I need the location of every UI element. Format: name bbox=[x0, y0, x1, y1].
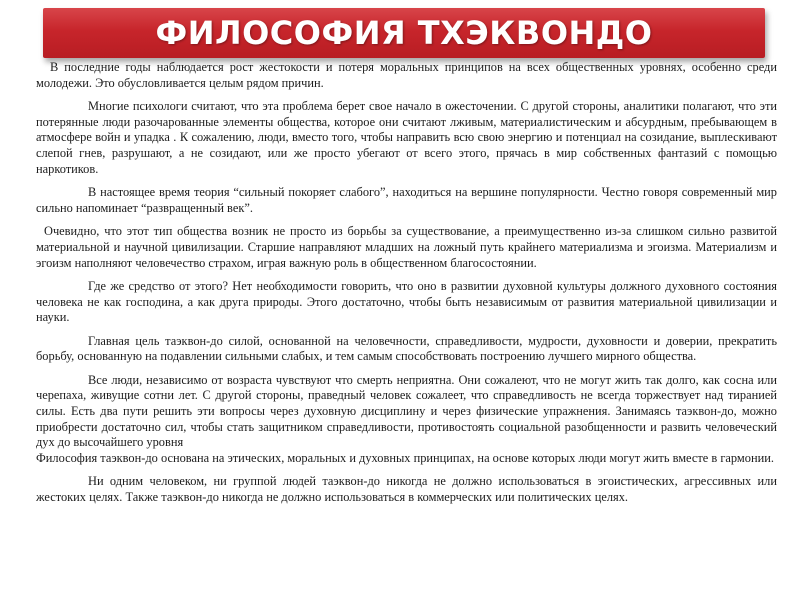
paragraph-4: Очевидно, что этот тип общества возник не просто из борьбы за существование, а преимущественно из-за слишком сильно развитой материальной и научной цивилизации. Старшие направляют младших на ложный путь крайнего материализма и эгоизма. Материализм и эгоизм наполняют человечество страхом, играя важную роль в общественном благосостоянии. bbox=[36, 224, 777, 270]
paragraph-5: Где же средство от этого? Нет необходимости говорить, что оно в развитии духовной культуры должного духовного состояния человека не как господина, а как друга природы. Этого достаточно, чтобы быть независимым от развития материальной цивилизации и науки. bbox=[36, 278, 777, 325]
title-banner bbox=[43, 8, 765, 58]
paragraph-7: Все люди, независимо от возраста чувствуют что смерть неприятна. Они сожалеют, что не могут жить так долго, как сосна или черепаха, живущие сотни лет. С другой стороны, праведный человек сожалеет, что справедливость не всегда торжествует над тиранией силы. Есть два пути решить эти вопросы через духовную дисциплину и через физические упражнения. Занимаясь таэквон-до, можно приобрести достаточно сил, чтобы стать защитником справедливости, противостоять социальной разобщенности и развить человеческий дух до высочайшего уровня bbox=[36, 372, 777, 450]
paragraph-1: В последние годы наблюдается рост жестокости и потеря моральных принципов на всех общественных уровнях, особенно среди молодежи. Это обусловливается целым рядом причин. bbox=[36, 60, 777, 90]
paragraph-8: Философия таэквон-до основана на этических, моральных и духовных принципах, на основе которых люди могут жить вместе в гармонии. bbox=[36, 451, 774, 466]
paragraph-3: В настоящее время теория “сильный покоряет слабого”, находиться на вершине популярности. Честно говоря современный мир сильно напоминает “развращенный век”. bbox=[36, 185, 777, 215]
paragraph-6: Главная цель таэквон-до силой, основанной на человечности, справедливости, мудрости, духовности и доверии, прекратить борьбу, основанную на подавлении сильными слабых, и тем самым способствовать построению лучшего мирного общества. bbox=[36, 333, 777, 364]
document-body bbox=[36, 60, 777, 513]
page-title: ФИЛОСОФИЯ ТХЭКВОНДО bbox=[155, 14, 653, 52]
paragraph-2: Многие психологи считают, что эта проблема берет свое начало в ожесточении. С другой стороны, аналитики полагают, что эти потерянные люди разочарованные элементы общества, которое они считают лживым, материалистическим и абсурдным, пребывающем в атмосфере войн и упадка . К сожалению, люди, вместо того, чтобы направить всю свою энергию и потенциал на созидание, выплескивают слепой гнев, разрушают, а не созидают, или же просто убегают от всего этого, прячась в мир собственных фантазий с помощью наркотиков. bbox=[36, 99, 777, 176]
paragraph-9: Ни одним человеком, ни группой людей таэквон-до никогда не должно использоваться в эгоистических, агрессивных или жестоких целях. Также таэквон-до никогда не должно использоваться в коммерческих или политических целях. bbox=[36, 474, 777, 505]
